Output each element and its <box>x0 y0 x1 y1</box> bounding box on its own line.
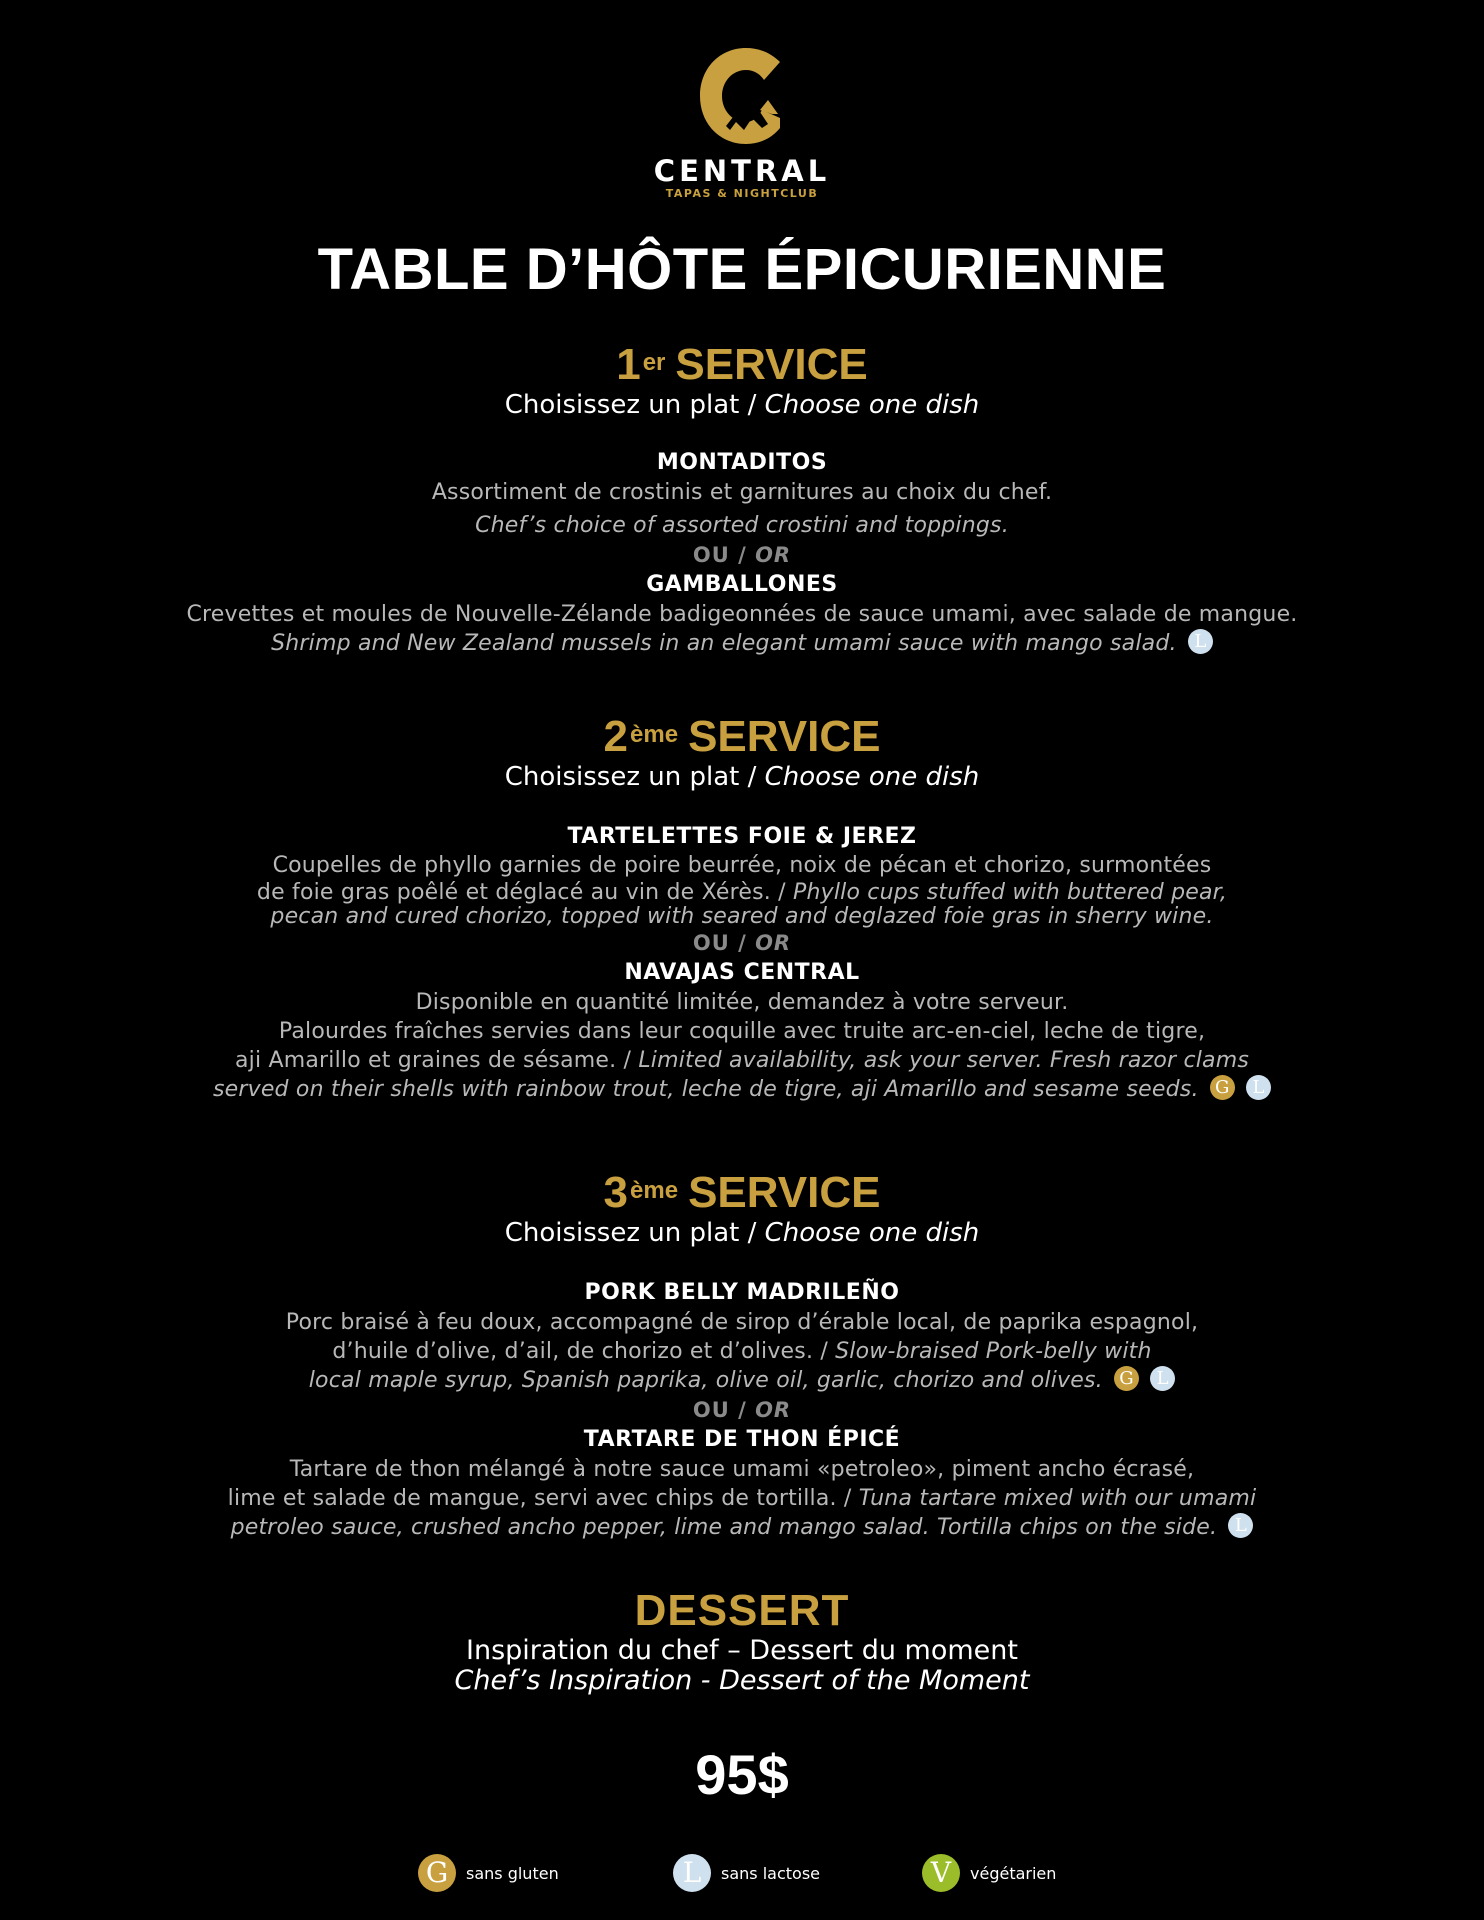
dish-description-en: pecan and cured chorizo, topped with seared and deglazed foie gras in sherry wine. <box>270 904 1214 929</box>
dish-description: de foie gras poêlé et déglacé au vin de Xérès. / Phyllo cups stuffed with buttered pear, <box>256 880 1228 905</box>
lactose-free-badge-icon: L <box>1228 1513 1253 1538</box>
dessert-description-en: Chef’s Inspiration - Dessert of the Moment <box>454 1665 1030 1696</box>
legend-label: végétarien <box>970 1863 1057 1883</box>
service-ordinal: ème <box>630 1177 679 1204</box>
dessert-title: DESSERT <box>634 1586 850 1635</box>
dish-name: TARTARE DE THON ÉPICÉ <box>583 1427 901 1452</box>
choose-one-dish: Choisissez un plat / Choose one dish <box>504 1218 980 1248</box>
brand-tagline: TAPAS & NIGHTCLUB <box>665 187 819 200</box>
dish-name: TARTELETTES FOIE & JEREZ <box>567 824 917 849</box>
dish-description: Palourdes fraîches servies dans leur coquille avec truite arc-en-ciel, leche de tigre, <box>278 1019 1206 1044</box>
dish-description: d’huile d’olive, d’ail, de chorizo et d’olives. / Slow-braised Pork-belly with <box>332 1339 1152 1364</box>
service-2-section <box>0 712 1484 1104</box>
service-number: 1 <box>616 340 641 389</box>
service-ordinal: er <box>642 349 666 376</box>
lactose-free-badge-icon: L <box>1246 1075 1271 1100</box>
choose-one-dish: Choisissez un plat / Choose one dish <box>504 762 980 792</box>
legend-gluten-free <box>418 1854 559 1892</box>
brand-logo <box>0 48 1484 202</box>
dessert-description-fr: Inspiration du chef – Dessert du moment <box>466 1635 1018 1666</box>
service-3-title <box>0 1168 1484 1218</box>
service-number: 2 <box>603 712 629 761</box>
dish-description-fr: Assortiment de crostinis et garnitures au choix du chef. <box>431 480 1053 505</box>
lactose-free-badge-icon: L <box>1150 1366 1175 1391</box>
or-separator: OU / OR <box>692 931 792 955</box>
page-title: TABLE D’HÔTE ÉPICURIENNE <box>317 237 1167 302</box>
dish-description: Disponible en quantité limitée, demandez à votre serveur. <box>415 990 1069 1015</box>
legend-lactose-free <box>673 1854 820 1892</box>
lactose-free-icon: L <box>673 1854 711 1892</box>
choose-one-dish: Choisissez un plat / Choose one dish <box>504 390 980 420</box>
dish-description: aji Amarillo et graines de sésame. / Limited availability, ask your server. Fresh razor clams <box>234 1048 1250 1073</box>
service-label: SERVICE <box>675 340 868 389</box>
dish-description: Tartare de thon mélangé à notre sauce umami «petroleo», piment ancho écrasé, <box>289 1457 1195 1482</box>
dish-name: MONTADITOS <box>656 450 828 475</box>
brand-name: CENTRAL <box>653 154 831 188</box>
lactose-free-badge-icon: L <box>1188 629 1213 654</box>
dessert-section <box>0 1586 1484 1696</box>
gluten-free-badge-icon: G <box>1210 1075 1235 1100</box>
vegetarian-icon: V <box>922 1854 960 1892</box>
or-separator: OU / OR <box>692 1398 792 1422</box>
service-2-title <box>0 712 1484 762</box>
dish-description: lime et salade de mangue, servi avec chips de tortilla. / Tuna tartare mixed with our umami <box>227 1486 1257 1511</box>
dish-description-en: petroleo sauce, crushed ancho pepper, lime and mango salad. Tortilla chips on the side. L <box>0 1513 1484 1542</box>
dish-description-en: local maple syrup, Spanish paprika, olive oil, garlic, chorizo and olives. G L <box>0 1366 1484 1395</box>
service-label: SERVICE <box>688 712 881 761</box>
service-ordinal: ème <box>630 721 679 748</box>
service-1-section <box>0 340 1484 658</box>
legend-label: sans lactose <box>721 1863 820 1883</box>
dish-description-en: Shrimp and New Zealand mussels in an elegant umami sauce with mango salad. L <box>0 629 1484 658</box>
dish-description-en: Chef’s choice of assorted crostini and toppings. <box>475 513 1009 538</box>
dish-description-fr: Crevettes et moules de Nouvelle-Zélande badigeonnées de sauce umami, avec salade de mangue. <box>186 602 1298 627</box>
gluten-free-icon: G <box>418 1854 456 1892</box>
dish-name: NAVAJAS CENTRAL <box>624 960 860 985</box>
dish-description: Coupelles de phyllo garnies de poire beurrée, noix de pécan et chorizo, surmontées <box>272 853 1212 878</box>
dish-name: PORK BELLY MADRILEÑO <box>584 1280 900 1305</box>
or-separator: OU / OR <box>692 543 792 567</box>
legend-vegetarian <box>922 1854 1056 1892</box>
legend-label: sans gluten <box>466 1863 559 1883</box>
central-c-mountain-logo-icon <box>700 48 784 144</box>
dish-name: GAMBALLONES <box>646 572 838 597</box>
service-label: SERVICE <box>688 1168 881 1217</box>
price: 95$ <box>695 1743 789 1806</box>
service-number: 3 <box>603 1168 629 1217</box>
dish-description-en: served on their shells with rainbow trout, leche de tigre, aji Amarillo and sesame seeds. G L <box>0 1075 1484 1104</box>
dish-description: Porc braisé à feu doux, accompagné de sirop d’érable local, de paprika espagnol, <box>285 1310 1199 1335</box>
service-1-title <box>0 340 1484 390</box>
service-3-section <box>0 1168 1484 1542</box>
gluten-free-badge-icon: G <box>1114 1366 1139 1391</box>
